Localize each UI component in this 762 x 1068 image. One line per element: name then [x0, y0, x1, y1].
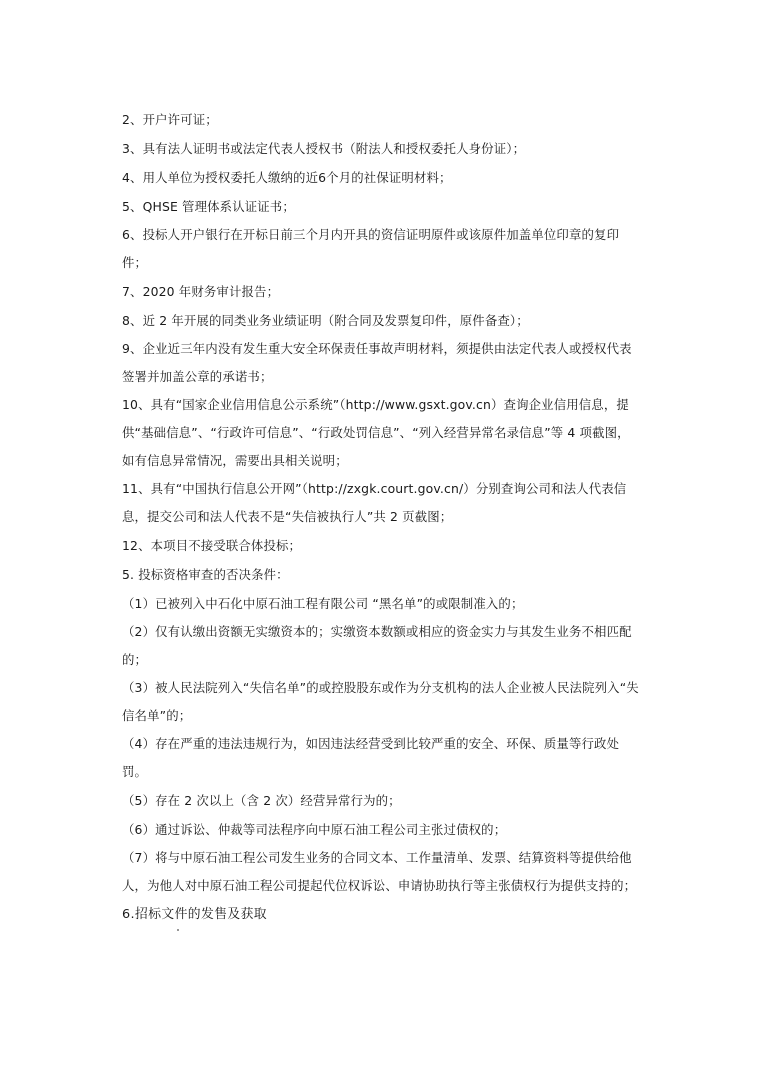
- item-bank-credit: 6、投标人开户银行在开标日前三个月内开具的资信证明原件或该原件加盖单位印章的复印件；: [122, 227, 620, 270]
- rejection-item-4: （4）存在严重的违法违规行为，如因违法经营受到比较严重的安全、环保、质量等行政处罚。: [122, 736, 620, 779]
- item-legal-authorization: 3、具有法人证明书或法定代表人授权书（附法人和授权委托人身份证）；: [122, 141, 526, 156]
- rejection-item-7: （7）将与中原石油工程公司发生业务的合同文本、工作量清单、发票、结算资料等提供给他人，为他人对中原石油工程公司提起代位权诉讼、申请协助执行等主张债权行为提供支持的；: [122, 850, 637, 893]
- item-business-license: 2、开户许可证；: [122, 112, 218, 127]
- item-performance-proof: 8、近 2 年开展的同类业务业绩证明（附合同及发票复印件，原件备查）；: [122, 313, 529, 328]
- section-rejection-heading: 5. 投标资格审查的否决条件：: [122, 567, 289, 582]
- rejection-item-6: （6）通过诉讼、仲裁等司法程序向中原石油工程公司主张过债权的；: [122, 822, 507, 837]
- item-credit-system: 10、具有“国家企业信用信息公示系统”（http://www.gsxt.gov.cn）查询企业信用信息，提供“基础信息”、“行政许可信息”、“行政处罚信息”、“列入经营异常名录信息”等 4 项截图，如有信息异常情况，需要出具相关说明；: [122, 397, 630, 468]
- item-execution-info: 11、具有“中国执行信息公开网”（http://zxgk.court.gov.cn/）分别查询公司和法人代表信息，提交公司和法人代表不是“失信被执行人”共 2 页截图；: [122, 481, 627, 524]
- item-safety-declaration: 9、企业近三年内没有发生重大安全环保责任事故声明材料，须提供由法定代表人或授权代表签署并加盖公章的承诺书；: [122, 341, 632, 384]
- item-audit-report: 7、2020 年财务审计报告；: [122, 284, 280, 299]
- scan-speck: [177, 929, 179, 931]
- item-qhse-certificate: 5、QHSE 管理体系认证证书；: [122, 199, 295, 214]
- section-tender-sale-heading: 6.招标文件的发售及获取: [122, 907, 267, 922]
- document-body: [122, 112, 642, 936]
- rejection-item-1: （1）已被列入中石化中原石油工程有限公司 “黑名单”的或限制准入的；: [122, 596, 524, 611]
- rejection-item-2: （2）仅有认缴出资额无实缴资本的；实缴资本数额或相应的资金实力与其发生业务不相匹配的；: [122, 624, 632, 667]
- item-no-consortium: 12、本项目不接受联合体投标；: [122, 538, 302, 553]
- item-social-insurance: 4、用人单位为授权委托人缴纳的近6个月的社保证明材料；: [122, 170, 452, 185]
- rejection-item-5: （5）存在 2 次以上（含 2 次）经营异常行为的；: [122, 793, 401, 808]
- rejection-item-3: （3）被人民法院列入“失信名单”的或控股股东或作为分支机构的法人企业被人民法院列入“失信名单”的；: [122, 680, 639, 723]
